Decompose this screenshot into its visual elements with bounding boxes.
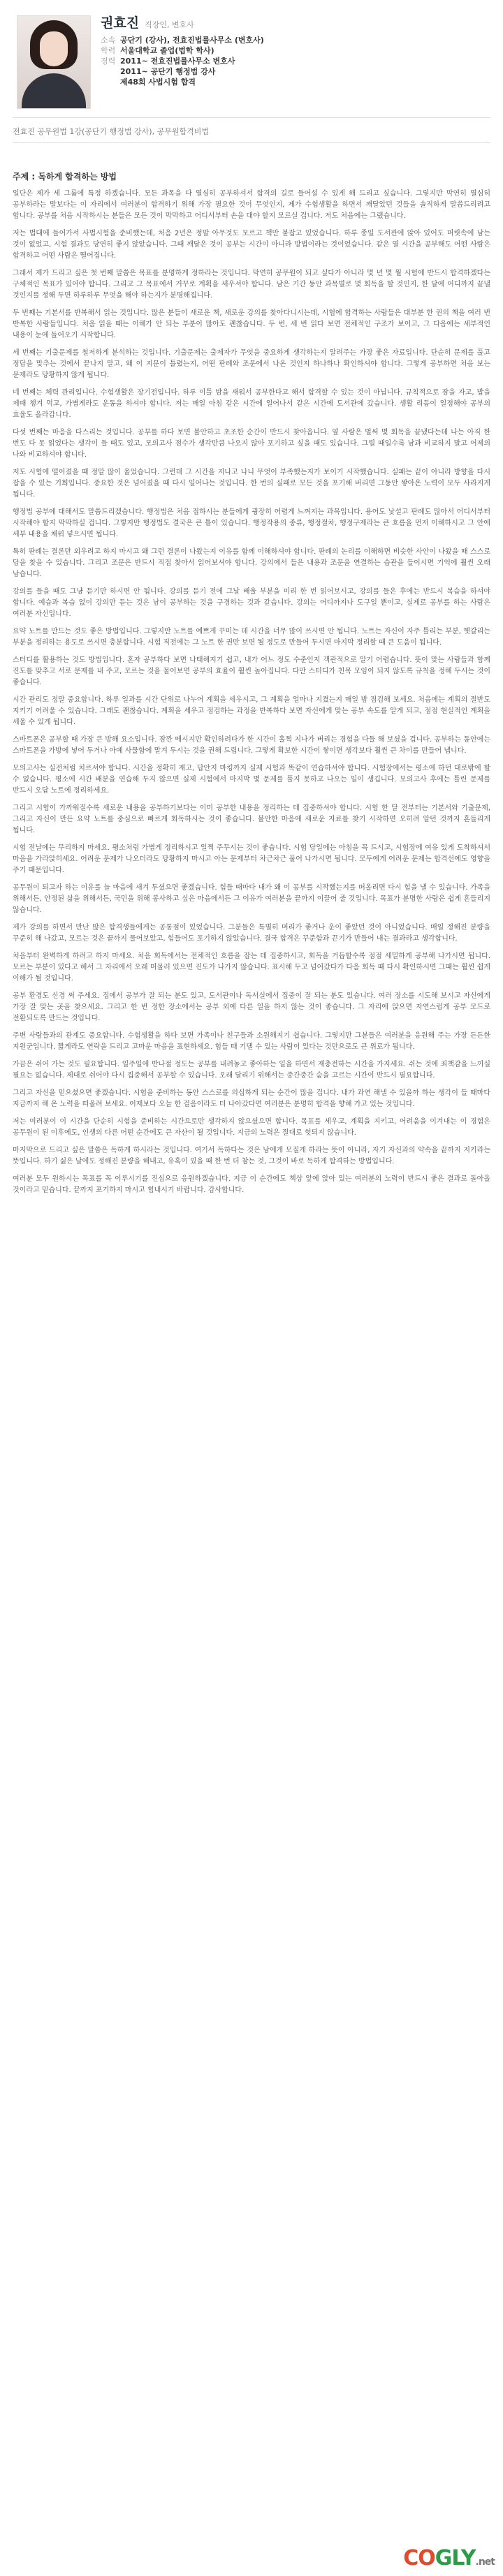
article-paragraph: 제가 강의를 하면서 만난 많은 합격생들에게는 공통점이 있었습니다. 그분들은 특별히 머리가 좋거나 운이 좋았던 것이 아니었습니다. 매일 정해진 분량을 꾸준히 해 나갔고, 모르는 것은 끝까지 물어보았고, 힘들어도 포기하지 않았습니다. 결국 합격은 꾸준함과 끈기가 만들어 내는 결과라고 생각합니다. <box>13 924 490 943</box>
profile-info-value: 서울대학교 졸업(법학 학사) <box>120 46 214 55</box>
profile-info-row <box>101 35 310 45</box>
divider <box>13 142 490 143</box>
logo-part2: GLY <box>435 2546 476 2570</box>
article-paragraph: 강의를 들을 때도 그냥 듣기만 하시면 안 됩니다. 강의를 듣기 전에 그날 배울 부분을 미리 한 번 읽어보시고, 강의를 들은 후에는 반드시 복습을 하셔야 합니다. 예습과 복습 없이 강의만 듣는 것은 남이 공부하는 것을 구경하는 것과 같습니다. 강의는 어디까지나 도구일 뿐이고, 실제로 공부를 하는 사람은 여러분 자신입니다. <box>13 588 490 618</box>
article-paragraph: 시간 관리도 정말 중요합니다. 하루 일과를 시간 단위로 나누어 계획을 세우시고, 그 계획을 얼마나 지켰는지 매일 밤 점검해 보세요. 처음에는 계획의 절반도 지키기 어려울 수 있습니다. 그래도 괜찮습니다. 계획을 세우고 점검하는 과정을 반복하다 보면 자신에게 맞는 공부 속도를 알게 되고, 점점 현실적인 계획을 세울 수 있게 됩니다. <box>13 696 490 726</box>
profile-info-value: 공단기 (강사), 전효진법률사무소 (변호사) <box>120 36 264 45</box>
article-paragraph: 저는 여러분이 이 시간을 단순히 시험을 준비하는 시간으로만 생각하지 않으셨으면 합니다. 목표를 세우고, 계획을 지키고, 어려움을 이겨내는 이 경험은 공무원이 된 이후에도, 인생의 다른 어떤 순간에도 큰 자산이 될 것입니다. 지금의 노력은 절대로 헛되지 않습니다. <box>13 1118 490 1137</box>
profile-caption: 전효진 공무원법 1강(공단기 행정법 강사), 공무원합격비법 <box>13 127 209 136</box>
article-paragraph: 공무원이 되고자 하는 이유를 늘 마음에 새겨 두셨으면 좋겠습니다. 힘들 때마다 내가 왜 이 공부를 시작했는지를 떠올리면 다시 힘을 낼 수 있습니다. 가족을 위해서든, 안정된 삶을 위해서든, 국민을 위해 봉사하고 싶은 마음에서든 그 이유가 여러분을 끝까지 이끌어 줄 것입니다. 목표가 분명한 사람은 쉽게 흔들리지 않습니다. <box>13 884 490 914</box>
profile-subtitle: 직장인, 변호사 <box>145 20 194 29</box>
profile-info-row <box>101 66 310 77</box>
article-paragraph: 공부 환경도 신경 써 주세요. 집에서 공부가 잘 되는 분도 있고, 도서관이나 독서실에서 집중이 잘 되는 분도 있습니다. 여러 장소를 시도해 보시고 자신에게 가장 잘 맞는 곳을 찾으세요. 그리고 한 번 정한 장소에서는 공부 외에 다른 일을 하지 않는 것이 좋습니다. 그 자리에 앉으면 자연스럽게 공부 모드로 전환되도록 만드는 것입니다. <box>13 992 490 1022</box>
profile-info-row <box>101 45 310 56</box>
profile-info-value: 제48회 사법시험 합격 <box>120 78 196 87</box>
profile-name-row <box>101 13 194 31</box>
article-paragraph: 마지막으로 드리고 싶은 말씀은 독하게 하시라는 것입니다. 여기서 독하다는 것은 남에게 모질게 하라는 뜻이 아니라, 자기 자신과의 약속을 끝까지 지키라는 뜻입니다. 하기 싫은 날에도 정해진 분량을 해내고, 유혹이 있을 때 한 번 더 참는 것, 그것이 바로 독하게 합격하는 방법입니다. <box>13 1147 490 1165</box>
article-paragraph: 요약 노트를 만드는 것도 좋은 방법입니다. 그렇지만 노트를 예쁘게 꾸미는 데 시간을 너무 많이 쓰시면 안 됩니다. 노트는 자신이 자주 틀리는 부분, 헷갈리는 부분을 정리하는 용도로 쓰시면 충분합니다. 시험 직전에는 그 노트 한 권만 보면 될 정도로 만들어 두시면 마지막 정리할 때 큰 도움이 됩니다. <box>13 628 490 647</box>
profile-info-value: 2011~ 전효진법률사무소 변호사 <box>120 57 235 66</box>
article-paragraph: 다섯 번째는 마음을 다스리는 것입니다. 공부를 하다 보면 불안하고 초조한 순간이 반드시 찾아옵니다. 옆 사람은 벌써 몇 회독을 끝냈다는데 나는 아직 한 번도 다 못 읽었다는 생각이 들 때도 있고, 모의고사 점수가 생각만큼 나오지 않아 포기하고 싶을 때도 있습니다. 그럴 때일수록 남과 비교하지 말고 어제의 나와 비교하셔야 합니다. <box>13 429 490 459</box>
article-paragraph: 일단은 제가 세 그룹에 특정 하겠습니다. 모든 과목을 다 열심히 공부하셔서 합격의 길로 들어설 수 있게 해 드리고 싶습니다. 그렇지만 막연히 열심히 공부하라는 말보다는 이 자리에서 여러분이 합격하기 위해 가장 필요한 것이 무엇인지, 제가 수험생활을 하면서 깨달았던 것들을 솔직하게 말씀드리려고 합니다. 공부를 처음 시작하시는 분들은 모든 것이 막막하고 어디서부터 손을 대야 할지 모르실 겁니다. 저도 처음에는 그랬습니다. <box>13 190 490 220</box>
article-body <box>13 189 490 1202</box>
article-paragraph: 저도 시험에 떨어졌을 때 정말 많이 울었습니다. 그런데 그 시간을 지나고 나니 무엇이 부족했는지가 보이기 시작했습니다. 실패는 끝이 아니라 방향을 다시 잡을 수 있는 기회입니다. 중요한 것은 넘어졌을 때 다시 일어나는 것입니다. 한 번의 실패로 모든 것을 포기해 버리면 그동안 쌓아온 노력이 모두 사라지게 됩니다. <box>13 469 490 499</box>
article-paragraph: 두 번째는 기본서를 반복해서 읽는 것입니다. 많은 분들이 새로운 책, 새로운 강의를 찾아다니시는데, 시험에 합격하는 사람들은 대부분 한 권의 책을 여러 번 반복한 사람들입니다. 처음 읽을 때는 이해가 안 되는 부분이 많아도 괜찮습니다. 두 번, 세 번 읽다 보면 전체적인 구조가 보이고, 그 다음에는 세부적인 내용이 눈에 들어오기 시작합니다. <box>13 309 490 339</box>
article-paragraph: 그리고 자신을 믿으셨으면 좋겠습니다. 시험을 준비하는 동안 스스로를 의심하게 되는 순간이 많을 겁니다. 내가 과연 해낼 수 있을까 하는 생각이 들 때마다 지금까지 해 온 노력을 떠올려 보세요. 어제보다 오늘 한 걸음이라도 더 나아갔다면 여러분은 분명히 합격을 향해 가고 있는 것입니다. <box>13 1089 490 1108</box>
article-paragraph: 저는 법대에 들어가서 사법시험을 준비했는데, 처음 2년은 정말 아무것도 모르고 책만 붙잡고 있었습니다. 하루 종일 도서관에 앉아 있어도 머릿속에 남는 것이 없었고, 시험 결과도 당연히 좋지 않았습니다. 그때 깨달은 것이 공부는 시간이 아니라 방법이라는 것이었습니다. 같은 열 시간을 공부해도 어떤 사람은 합격하고 어떤 사람은 떨어집니다. <box>13 230 490 260</box>
profile-info-row <box>101 56 310 66</box>
logo-part1: CO <box>403 2546 435 2570</box>
article-paragraph: 특히 판례는 결론만 외우려고 하지 마시고 왜 그런 결론이 나왔는지 이유를 함께 이해하셔야 합니다. 판례의 논리를 이해하면 비슷한 사안이 나왔을 때 스스로 답을 찾을 수 있습니다. 그리고 조문은 반드시 직접 찾아서 읽어보셔야 합니다. 강의에서 들은 내용과 조문을 연결하는 습관을 들이시면 기억에 훨씬 오래 남습니다. <box>13 548 490 578</box>
divider <box>13 117 490 118</box>
profile-info-label <box>101 66 120 77</box>
article-paragraph: 모의고사는 실전처럼 치르셔야 합니다. 시간을 정확히 재고, 답안지 마킹까지 실제 시험과 똑같이 연습하셔야 합니다. 시험장에서는 평소에 하던 대로밖에 할 수 없습니다. 평소에 시간 배분을 연습해 두지 않으면 실제 시험에서 마지막 몇 문제를 풀지 못하고 나오는 일이 생깁니다. 모의고사 후에는 틀린 문제를 반드시 오답 노트에 정리하세요. <box>13 765 490 795</box>
article-paragraph: 네 번째는 체력 관리입니다. 수험생활은 장기전입니다. 하루 이틀 밤을 새워서 공부한다고 해서 합격할 수 있는 것이 아닙니다. 규칙적으로 잠을 자고, 밥을 제때 챙겨 먹고, 가볍게라도 운동을 하셔야 합니다. 저는 매일 아침 같은 시간에 일어나서 같은 시간에 도서관에 갔습니다. 생활 리듬이 일정해야 공부의 효율도 올라갑니다. <box>13 389 490 419</box>
profile-info-label: 학력 <box>101 46 116 55</box>
article-paragraph: 가끔은 쉬어 가는 것도 필요합니다. 일주일에 반나절 정도는 공부를 내려놓고 좋아하는 일을 하면서 재충전하는 시간을 가지세요. 쉬는 것에 죄책감을 느끼실 필요는 없습니다. 제대로 쉬어야 다시 집중해서 공부할 수 있습니다. 오래 달리기 위해서는 중간중간 숨을 고르는 시간이 반드시 필요합니다. <box>13 1061 490 1080</box>
article-paragraph: 스마트폰은 공부할 때 가장 큰 방해 요소입니다. 잠깐 메시지만 확인하려다가 한 시간이 훌쩍 지나가 버리는 경험을 다들 해 보셨을 겁니다. 공부하는 동안에는 스마트폰을 가방에 넣어 두거나 아예 사물함에 맡겨 두시는 것을 권해 드립니다. 그렇게 확보한 시간이 쌓이면 생각보다 훨씬 큰 차이를 만들어 냅니다. <box>13 736 490 755</box>
profile-name: 권효진 <box>101 15 140 31</box>
profile-info-label: 소속 <box>101 36 116 45</box>
topic-heading: 주제 : 독하게 합격하는 방법 <box>13 172 117 182</box>
article-paragraph: 시험 전날에는 무리하지 마세요. 평소처럼 가볍게 정리하시고 일찍 주무시는 것이 좋습니다. 시험 당일에는 아침을 꼭 드시고, 시험장에 여유 있게 도착하셔서 마음을 가라앉히세요. 어려운 문제가 나오더라도 당황하지 마시고 아는 문제부터 차근차근 풀어 나가시면 됩니다. 모두에게 어려운 문제는 합격선에도 영향을 주기 때문입니다. <box>13 844 490 874</box>
profile-info <box>101 35 310 87</box>
profile-info-label <box>101 77 120 87</box>
site-logo[interactable] <box>403 2546 495 2570</box>
profile-info-row <box>101 77 310 87</box>
article-paragraph: 처음부터 완벽하게 하려고 하지 마세요. 처음 회독에서는 전체적인 흐름을 잡는 데 집중하시고, 회독을 거듭할수록 점점 세밀하게 공부해 나가시면 됩니다. 모르는 부분이 있다고 해서 그 자리에서 오래 머물러 있으면 진도가 나가지 않습니다. 표시해 두고 넘어갔다가 다음 회독 때 다시 확인하시면 그때는 훨씬 쉽게 이해가 될 것입니다. <box>13 952 490 982</box>
article-paragraph: 여러분 모두 원하시는 목표를 꼭 이루시기를 진심으로 응원하겠습니다. 지금 이 순간에도 책상 앞에 앉아 있는 여러분의 노력이 반드시 좋은 결과로 돌아올 것이라고 믿습니다. 끝까지 포기하지 마시고 힘내시기 바랍니다. 감사합니다. <box>13 1175 490 1194</box>
article-paragraph: 행정법 공부에 대해서도 말씀드리겠습니다. 행정법은 처음 접하시는 분들에게 굉장히 어렵게 느껴지는 과목입니다. 용어도 낯설고 판례도 많아서 어디서부터 시작해야 할지 막막하실 겁니다. 그렇지만 행정법도 결국은 큰 틀이 있습니다. 행정작용의 종류, 행정절차, 행정구제라는 큰 흐름을 먼저 이해하시고 그 안에 세부 내용을 채워 넣으시면 됩니다. <box>13 508 490 538</box>
article-paragraph: 스터디를 활용하는 것도 방법입니다. 혼자 공부하다 보면 나태해지기 쉽고, 내가 어느 정도 수준인지 객관적으로 알기 어렵습니다. 뜻이 맞는 사람들과 함께 진도를 맞추고 서로 문제를 내 주고, 모르는 것을 물어보면 공부의 효율이 훨씬 높아집니다. 다만 스터디가 친목 모임이 되지 않도록 규칙을 정해 두시는 것이 좋습니다. <box>13 656 490 686</box>
article-paragraph: 세 번째는 기출문제를 철저하게 분석하는 것입니다. 기출문제는 출제자가 무엇을 중요하게 생각하는지 알려주는 가장 좋은 자료입니다. 단순히 문제를 풀고 정답을 맞추는 것에서 끝나지 말고, 왜 이 지문이 틀렸는지, 어떤 판례와 조문에서 나온 것인지 하나하나 확인하셔야 합니다. 그렇게 공부하면 처음 보는 문제라도 당황하지 않게 됩니다. <box>13 349 490 379</box>
profile-photo <box>17 15 91 109</box>
logo-suffix: .net <box>475 2556 495 2568</box>
article-paragraph: 그래서 제가 드리고 싶은 첫 번째 말씀은 목표를 분명하게 정하라는 것입니다. 막연히 공무원이 되고 싶다가 아니라 몇 년 몇 월 시험에 반드시 합격하겠다는 구체적인 목표가 있어야 합니다. 그리고 그 목표에서 거꾸로 계획을 세우셔야 합니다. 남은 기간 동안 과목별로 몇 회독을 할 것인지, 한 달에 어디까지 끝낼 것인지를 정해 두면 하루하루 무엇을 해야 하는지가 분명해집니다. <box>13 270 490 300</box>
profile-info-value: 2011~ 공단기 행정법 강사 <box>120 67 216 76</box>
article-paragraph: 그리고 시험이 가까워질수록 새로운 내용을 공부하기보다는 이미 공부한 내용을 정리하는 데 집중하셔야 합니다. 시험 한 달 전부터는 기본서와 기출문제, 그리고 자신이 만든 요약 노트를 중심으로 빠르게 회독하시는 것이 좋습니다. 불안한 마음에 새로운 자료를 찾기 시작하면 오히려 알던 것까지 흔들리게 됩니다. <box>13 804 490 834</box>
article-paragraph: 주변 사람들과의 관계도 중요합니다. 수험생활을 하다 보면 가족이나 친구들과 소원해지기 쉽습니다. 그렇지만 그분들은 여러분을 응원해 주는 가장 든든한 지원군입니다. 짧게라도 연락을 드리고 고마운 마음을 표현하세요. 힘들 때 기댈 수 있는 사람이 있다는 것만으로도 큰 위로가 됩니다. <box>13 1032 490 1051</box>
profile-info-label: 경력 <box>101 57 116 66</box>
